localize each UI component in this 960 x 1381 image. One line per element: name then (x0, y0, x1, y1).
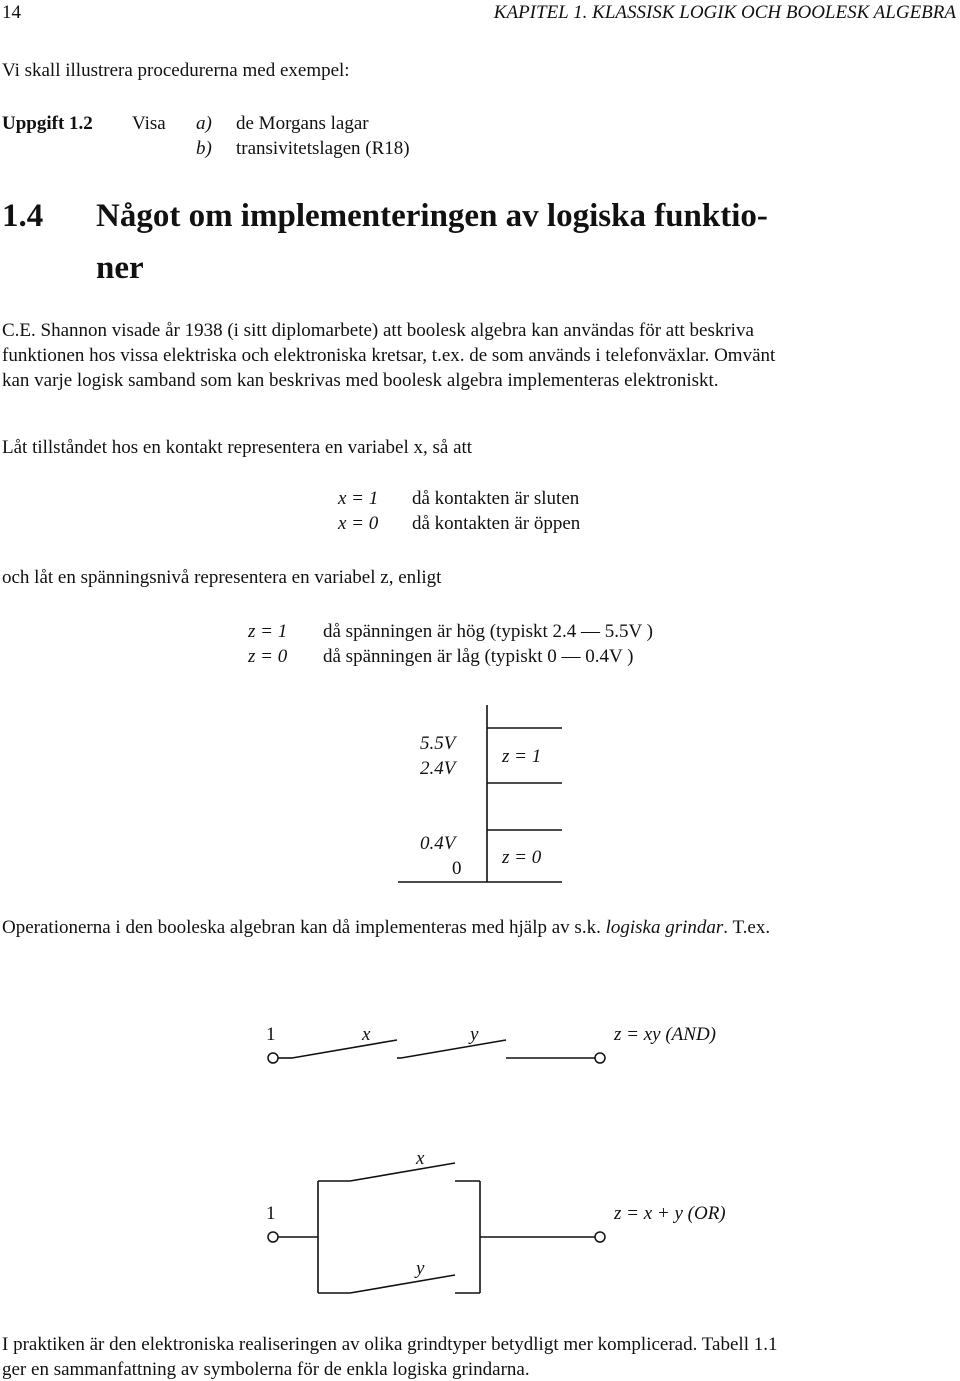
paragraph4-text: Operationerna i den booleska algebran kan då implementeras med hjälp av s.k. (2, 917, 606, 938)
and-switch-y (401, 1040, 506, 1058)
page-number: 14 (2, 2, 21, 23)
and-switch-y-label: y (470, 1024, 479, 1045)
exercise-item-a-marker: a) (196, 113, 212, 134)
paragraph2: Låt tillståndet hos en kontakt representera en variabel x, så att (2, 437, 473, 458)
contact-def-1-rhs: då kontakten är sluten (412, 488, 580, 509)
paragraph4-emph: logiska grindar (605, 917, 724, 938)
section-title-line2: ner (96, 250, 144, 286)
voltage-low-state-label: z = 0 (502, 847, 542, 868)
section-number: 1.4 (2, 198, 44, 234)
paragraph1-line3: kan varje logisk samband som kan beskrivas med boolesk algebra implementeras elektroniskt. (2, 370, 719, 391)
exercise-item-b-marker: b) (196, 138, 212, 159)
voltage-def-1-lhs: z = 1 (248, 621, 288, 642)
and-source-label: 1 (266, 1024, 276, 1045)
voltage-def-1-rhs: då spänningen är hög (typiskt 2.4 — 5.5V ) (323, 621, 653, 642)
and-source-terminal (268, 1053, 278, 1063)
paragraph1-line1: C.E. Shannon visade år 1938 (i sitt diplomarbete) att boolesk algebra kan användas för att beskriva (2, 320, 754, 341)
exercise-verb: Visa (132, 113, 166, 134)
paragraph5-line1: I praktiken är den elektroniska realiseringen av olika grindtyper betydligt mer komplicerad. Tabell 1.1 (2, 1334, 778, 1355)
paragraph3: och låt en spänningsnivå representera en variabel z, enligt (2, 567, 442, 588)
voltage-low-top-label: 0.4V (420, 833, 456, 854)
exercise-item-a-text: de Morgans lagar (236, 113, 369, 134)
and-switch-x (292, 1040, 397, 1058)
intro-line: Vi skall illustrera procedurerna med exempel: (2, 60, 350, 81)
paragraph4-tail: . T.ex. (723, 917, 771, 938)
or-switch-y (350, 1275, 455, 1293)
contact-def-1-lhs: x = 1 (338, 488, 379, 509)
section-title-line1: Något om implementeringen av logiska funktio- (96, 198, 768, 234)
paragraph1-line2: funktionen hos vissa elektriska och elektroniska kretsar, t.ex. de som används i telefonväxlar. Omvänt (2, 345, 776, 366)
or-result-label: z = x + y (OR) (614, 1203, 726, 1224)
and-result-label: z = xy (AND) (614, 1024, 716, 1045)
and-output-terminal (595, 1053, 605, 1063)
contact-def-2-lhs: x = 0 (338, 513, 379, 534)
voltage-high-bottom-label: 2.4V (420, 758, 456, 779)
exercise-item-b-text: transivitetslagen (R18) (236, 138, 410, 159)
or-switch-y-label: y (416, 1258, 425, 1279)
contact-def-2-rhs: då kontakten är öppen (412, 513, 581, 534)
running-title: KAPITEL 1. KLASSISK LOGIK OCH BOOLESK ALGEBRA (493, 2, 956, 23)
voltage-def-2-rhs: då spänningen är låg (typiskt 0 — 0.4V ) (323, 646, 634, 667)
and-switch-x-label: x (362, 1024, 371, 1045)
voltage-def-2-lhs: z = 0 (248, 646, 288, 667)
or-source-terminal (268, 1232, 278, 1242)
or-output-terminal (595, 1232, 605, 1242)
or-switch-x-label: x (416, 1148, 425, 1169)
voltage-high-top-label: 5.5V (420, 733, 456, 754)
exercise-label: Uppgift 1.2 (2, 113, 93, 134)
paragraph4 (2, 917, 770, 939)
or-source-label: 1 (266, 1203, 276, 1224)
voltage-low-bottom-label: 0 (452, 858, 462, 879)
paragraph5-line2: ger en sammanfattning av symbolerna för de enkla logiska grindarna. (2, 1359, 530, 1380)
or-switch-x (350, 1163, 455, 1181)
voltage-high-state-label: z = 1 (502, 746, 542, 767)
